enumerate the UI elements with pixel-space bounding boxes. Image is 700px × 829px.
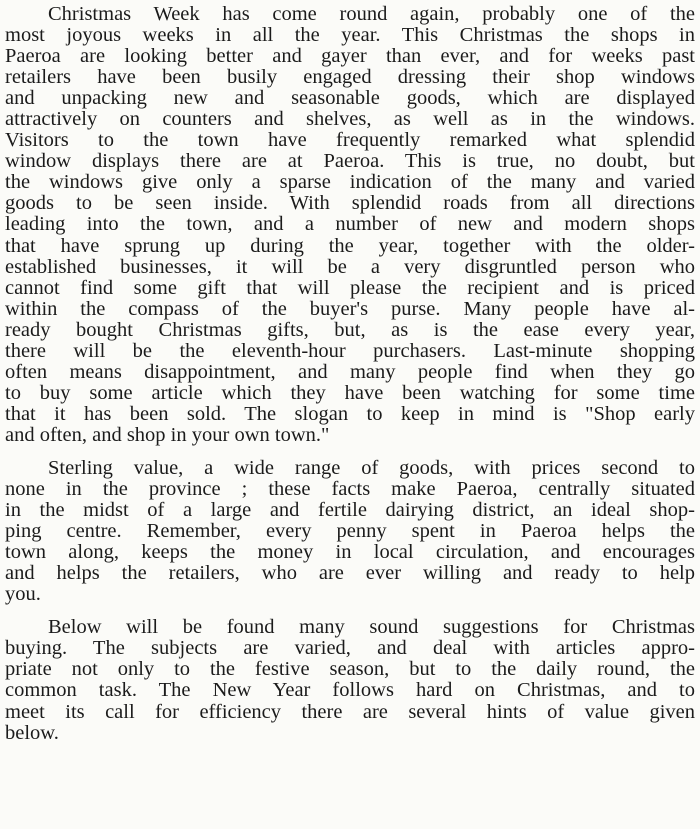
article-line: in the midst of a large and fertile dairying district, an ideal shop-	[5, 499, 695, 522]
article-line: cannot find some gift that will please the recipient and is priced	[5, 276, 695, 299]
article-line: the windows give only a sparse indication of the many and varied	[5, 171, 695, 194]
article-line: and often, and shop in your own town."	[5, 423, 330, 446]
clipping-bottom-edge	[0, 818, 700, 829]
article-line: ping centre. Remember, every penny spent in Paeroa helps the	[5, 520, 695, 543]
article-line: there will be the eleventh-hour purchasers. Last-minute shopping	[5, 339, 695, 362]
article-line: Sterling value, a wide range of goods, with prices second to	[48, 456, 695, 479]
article-paragraph	[5, 458, 695, 605]
article-line: common task. The New Year follows hard on Christmas, and to	[5, 679, 695, 702]
article-line: Below will be found many sound suggestions for Christmas	[48, 616, 695, 639]
article-line: none in the province ; these facts make Paeroa, centrally situated	[5, 478, 695, 501]
article-line: that have sprung up during the year, together with the older-	[5, 234, 695, 257]
article-paragraph	[5, 4, 695, 446]
article-line: Paeroa are looking better and gayer than ever, and for weeks past	[5, 45, 695, 68]
article-line: retailers have been busily engaged dressing their shop windows	[5, 66, 695, 89]
article-line: to buy some article which they have been watching for some time	[5, 381, 695, 404]
article-line: below.	[5, 721, 59, 744]
article-line: leading into the town, and a number of new and modern shops	[5, 213, 695, 236]
article-line: buying. The subjects are varied, and deal with articles appro-	[5, 637, 695, 660]
article-line: Visitors to the town have frequently remarked what splendid	[5, 129, 695, 152]
article-line: established businesses, it will be a very disgruntled person who	[5, 255, 695, 278]
article-line: window displays there are at Paeroa. This is true, no doubt, but	[5, 150, 695, 173]
article-body	[5, 4, 695, 744]
article-line: and unpacking new and seasonable goods, which are displayed	[5, 87, 695, 110]
article-line: goods to be seen inside. With splendid roads from all directions	[5, 192, 695, 215]
article-line: attractively on counters and shelves, as well as in the windows.	[5, 108, 695, 131]
article-line: Christmas Week has come round again, probably one of the	[48, 3, 695, 25]
article-line: meet its call for efficiency there are several hints of value given	[5, 700, 695, 723]
article-line: most joyous weeks in all the year. This Christmas the shops in	[5, 24, 695, 47]
article-line: town along, keeps the money in local circulation, and encourages	[5, 541, 695, 564]
article-line: you.	[5, 583, 41, 606]
article-line: and helps the retailers, who are ever willing and ready to help	[5, 562, 695, 585]
article-paragraph	[5, 617, 695, 743]
article-line: often means disappointment, and many people find when they go	[5, 360, 695, 383]
article-line: ready bought Christmas gifts, but, as is the ease every year,	[5, 318, 695, 341]
article-line: that it has been sold. The slogan to keep in mind is "Shop early	[5, 402, 695, 425]
article-line: within the compass of the buyer's purse. Many people have al-	[5, 297, 695, 320]
article-line: priate not only to the festive season, but to the daily round, the	[5, 658, 695, 681]
